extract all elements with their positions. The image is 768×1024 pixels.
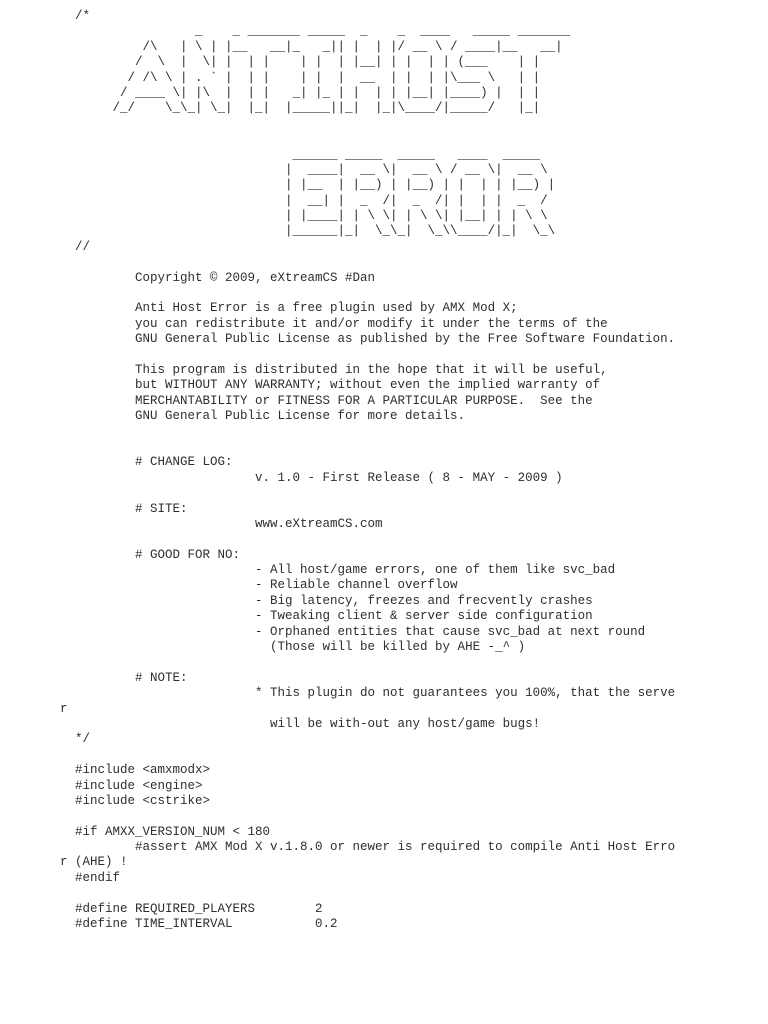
code-line xyxy=(75,255,675,270)
code-line: r xyxy=(60,701,68,716)
code-line: // xyxy=(75,239,91,254)
code-line: #define REQUIRED_PLAYERS 2 xyxy=(75,901,323,916)
code-line: | __| | _ /| _ /| | | | _ / xyxy=(75,193,548,208)
code-line: # CHANGE LOG: xyxy=(75,455,233,470)
code-line: r (AHE) ! xyxy=(60,855,128,870)
code-line xyxy=(75,809,675,824)
code-line: will be with-out any host/game bugs! xyxy=(75,716,541,731)
code-line xyxy=(75,655,675,670)
code-line: #include <cstrike> xyxy=(75,793,211,808)
code-line: - All host/game errors, one of them like svc_bad xyxy=(75,563,616,578)
code-line: GNU General Public License as published by the Free Software Foundation. xyxy=(75,332,676,347)
code-line: */ xyxy=(75,732,91,747)
code-line: #assert AMX Mod X v.1.8.0 or newer is required to compile Anti Host Erro xyxy=(75,840,676,855)
code-line: # SITE: xyxy=(75,501,188,516)
code-line: | |__ | |__) | |__) | | | | |__) | xyxy=(75,178,556,193)
code-line xyxy=(75,425,675,440)
code-line: /_/ \_\_| \_| |_| |_____||_| |_|\____/|_____/ |_| xyxy=(75,101,541,116)
code-line xyxy=(75,748,675,763)
code-line: (Those will be killed by AHE -_^ ) xyxy=(75,640,526,655)
code-line: |______|_| \_\_| \_\\____/|_| \_\ xyxy=(75,224,556,239)
code-line: # GOOD FOR NO: xyxy=(75,547,241,562)
code-line xyxy=(75,486,675,501)
code-line xyxy=(75,348,675,363)
code-line: v. 1.0 - First Release ( 8 - MAY - 2009 ) xyxy=(75,470,563,485)
code-line: GNU General Public License for more details. xyxy=(75,409,466,424)
source-code-listing xyxy=(60,9,676,932)
code-line: | ____| __ \| __ \ / __ \| __ \ xyxy=(75,162,548,177)
code-line: MERCHANTABILITY or FITNESS FOR A PARTICULAR PURPOSE. See the xyxy=(75,393,593,408)
code-line: #include <amxmodx> xyxy=(75,763,211,778)
code-line: ______ _____ _____ ____ _____ xyxy=(75,147,541,162)
code-line: / ____ \| |\ | | | _| |_ | | | | |__| |____) | | | xyxy=(75,85,541,100)
code-line: www.eXtreamCS.com xyxy=(75,516,383,531)
code-line: / \ | \| | | | | | | |__| | | | | (___ | | xyxy=(75,55,541,70)
code-line xyxy=(75,117,675,132)
code-line: _ _ _______ _____ _ _ ____ _____ _______ xyxy=(75,24,571,39)
code-line xyxy=(75,286,675,301)
code-line xyxy=(75,532,675,547)
code-line: - Tweaking client & server side configuration xyxy=(75,609,593,624)
code-line xyxy=(75,440,675,455)
code-line: #define TIME_INTERVAL 0.2 xyxy=(75,917,338,932)
code-line: - Big latency, freezes and frecvently crashes xyxy=(75,593,593,608)
code-line xyxy=(75,132,675,147)
code-line: # NOTE: xyxy=(75,670,188,685)
code-line: - Orphaned entities that cause svc_bad at next round xyxy=(75,624,646,639)
code-line: Anti Host Error is a free plugin used by AMX Mod X; xyxy=(75,301,518,316)
code-line: /\ | \ | |__ __|_ _|| | | |/ __ \ / ____|__ __| xyxy=(75,39,563,54)
code-line xyxy=(75,886,675,901)
code-line: #include <engine> xyxy=(75,778,203,793)
code-line: /* xyxy=(75,9,91,23)
code-line: | |____| | \ \| | \ \| |__| | | \ \ xyxy=(75,209,548,224)
code-line: #endif xyxy=(75,870,121,885)
code-line: #if AMXX_VERSION_NUM < 180 xyxy=(75,824,271,839)
code-line: Copyright © 2009, eXtreamCS #Dan xyxy=(75,270,376,285)
code-line: - Reliable channel overflow xyxy=(75,578,458,593)
code-line: * This plugin do not guarantees you 100%, that the serve xyxy=(75,686,676,701)
code-line: / /\ \ | . ` | | | | | | __ | | | |\___ \ | | xyxy=(75,70,541,85)
code-line: This program is distributed in the hope that it will be useful, xyxy=(75,362,608,377)
code-line: but WITHOUT ANY WARRANTY; without even the implied warranty of xyxy=(75,378,601,393)
code-line: you can redistribute it and/or modify it under the terms of the xyxy=(75,316,608,331)
